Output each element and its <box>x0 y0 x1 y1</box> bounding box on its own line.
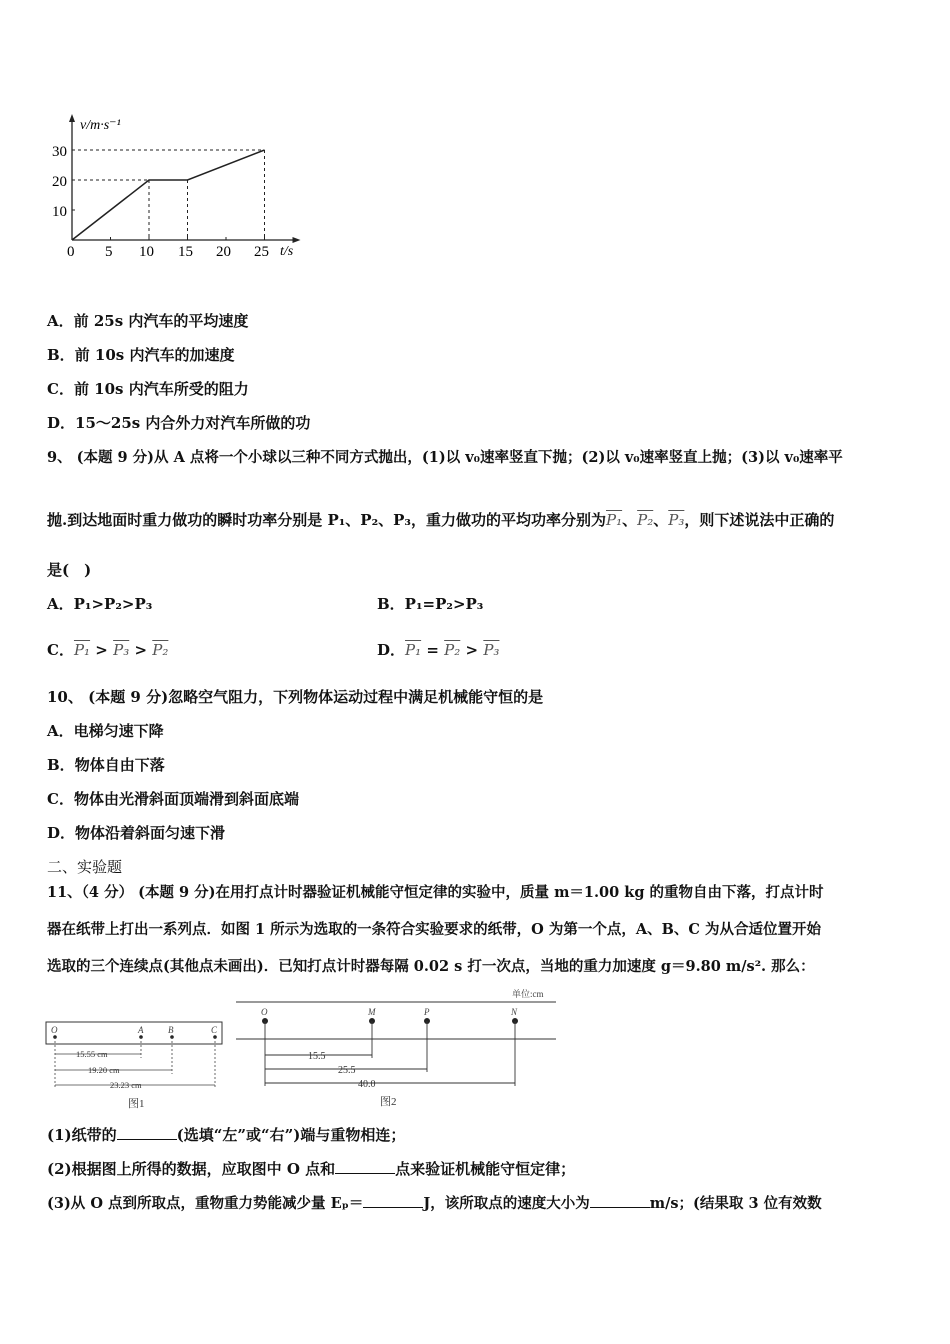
velocity-series-line <box>72 150 265 240</box>
velocity-time-graph <box>40 110 320 270</box>
dim-on: 40.0 <box>358 1079 376 1090</box>
x-tick-20: 20 <box>216 244 231 260</box>
q11-sub1: (1)纸带的 (选填“左”或“右”)端与重物相连； <box>47 1126 406 1144</box>
x-tick-15: 15 <box>178 244 193 260</box>
answer-blank-3[interactable] <box>363 1193 423 1208</box>
q11-stem-line3: 选取的三个连续点(其他点未画出)．已知打点计时器每隔 0.02 s 打一次点，当地的重力加速度 g＝9.80 m/s². 那么： <box>47 958 815 975</box>
q9-stem-line1: 9、 (本题 9 分)从 A 点将一个小球以三种不同方式抛出，(1)以 v₀速率竖直下抛；(2)以 v₀速率竖直上抛；(3)以 v₀速率平 <box>47 449 843 466</box>
vt-chart-area <box>69 114 301 243</box>
section-heading: 二、实验题 <box>47 858 123 876</box>
dimension-lines-2 <box>265 1055 515 1083</box>
q10-stem: 10、 (本题 9 分)忽略空气阻力，下列物体运动过程中满足机械能守恒的是 <box>47 688 544 706</box>
x-tick-0: 0 <box>67 244 75 260</box>
q11-stem-line1: 11、（4 分） (本题 9 分)在用打点计时器验证机械能守恒定律的实验中，质量 m＝1.00 kg 的重物自由下落，打点计时 <box>47 884 824 901</box>
unit-label: 单位:cm <box>512 989 544 999</box>
answer-blank-1[interactable] <box>117 1125 177 1140</box>
q10-option-b: B．物体自由下落 <box>47 756 165 774</box>
q10-option-c: C．物体由光滑斜面顶端滑到斜面底端 <box>47 790 299 808</box>
q11-sub2: (2)根据图上所得的数据，应取图中 O 点和 点来验证机械能守恒定律； <box>47 1160 576 1178</box>
point-label-o: O <box>51 1025 58 1035</box>
dim-ob: 19.20 cm <box>88 1065 120 1075</box>
dim-om: 15.5 <box>308 1051 326 1062</box>
q9-stem-line3: 是( ) <box>47 561 92 579</box>
q9-option-d: D．P₁ = P₂ > P₃ <box>377 641 500 659</box>
x-axis-label: t/s <box>280 244 294 259</box>
x-tick-10: 10 <box>139 244 154 260</box>
q11-sub3: (3)从 O 点到所取点，重物重力势能减少量 Eₚ＝ J，该所取点的速度大小为 m/s；(结果取 3 位有效数 <box>47 1195 822 1212</box>
q10-option-a: A．电梯匀速下降 <box>47 722 164 740</box>
figure-2-tape <box>230 984 560 1112</box>
dim-oa: 15.55 cm <box>76 1049 108 1059</box>
figure-1-tape <box>40 1016 230 1112</box>
drop-lines <box>265 1021 515 1086</box>
q9-stem-line2: 抛.到达地面时重力做功的瞬时功率分别是 P₁、P₂、P₃，重力做功的平均功率分别为P₁、P₂、P₃，则下述说法中正确的 <box>47 511 835 529</box>
x-tick-5: 5 <box>105 244 113 260</box>
point-label-c: C <box>211 1025 218 1035</box>
q9-option-c: C．P₁ > P₃ > P₂ <box>47 641 169 659</box>
figure-2-caption: 图2 <box>380 1096 397 1108</box>
dim-oc: 23.23 cm <box>110 1080 142 1090</box>
point-label-n: N <box>511 1007 518 1017</box>
q8-option-b: B．前 10s 内汽车的加速度 <box>47 346 235 364</box>
tape-strip <box>46 1022 222 1044</box>
answer-blank-2[interactable] <box>335 1159 395 1174</box>
x-axis-arrow <box>293 237 301 243</box>
point-label-m: M <box>368 1007 376 1017</box>
y-axis-label: v/m·s⁻¹ <box>80 118 121 133</box>
figure-1-caption: 图1 <box>128 1098 145 1110</box>
y-tick-20: 20 <box>52 174 67 190</box>
y-tick-30: 30 <box>52 144 67 160</box>
q8-option-c: C．前 10s 内汽车所受的阻力 <box>47 380 249 398</box>
q8-option-a: A．前 25s 内汽车的平均速度 <box>47 312 249 330</box>
answer-blank-4[interactable] <box>590 1193 650 1208</box>
y-axis-arrow <box>69 114 75 122</box>
y-tick-10: 10 <box>52 204 67 220</box>
dim-op: 25.5 <box>338 1065 356 1076</box>
point-label-b: B <box>168 1025 174 1035</box>
q11-stem-line2: 器在纸带上打出一系列点．如图 1 所示为选取的一条符合实验要求的纸带，O 为第一个点，A、B、C 为从合适位置开始 <box>47 921 821 938</box>
q9-option-a: A．P₁>P₂>P₃ <box>47 595 153 613</box>
q8-option-d: D．15～25s 内合外力对汽车所做的功 <box>47 414 311 432</box>
q10-option-d: D．物体沿着斜面匀速下滑 <box>47 824 226 842</box>
point-label-p: P <box>424 1007 430 1017</box>
point-label-a: A <box>138 1025 144 1035</box>
x-tick-25: 25 <box>254 244 269 260</box>
point-label-o2: O <box>261 1007 268 1017</box>
q9-option-b: B．P₁=P₂>P₃ <box>377 595 484 613</box>
